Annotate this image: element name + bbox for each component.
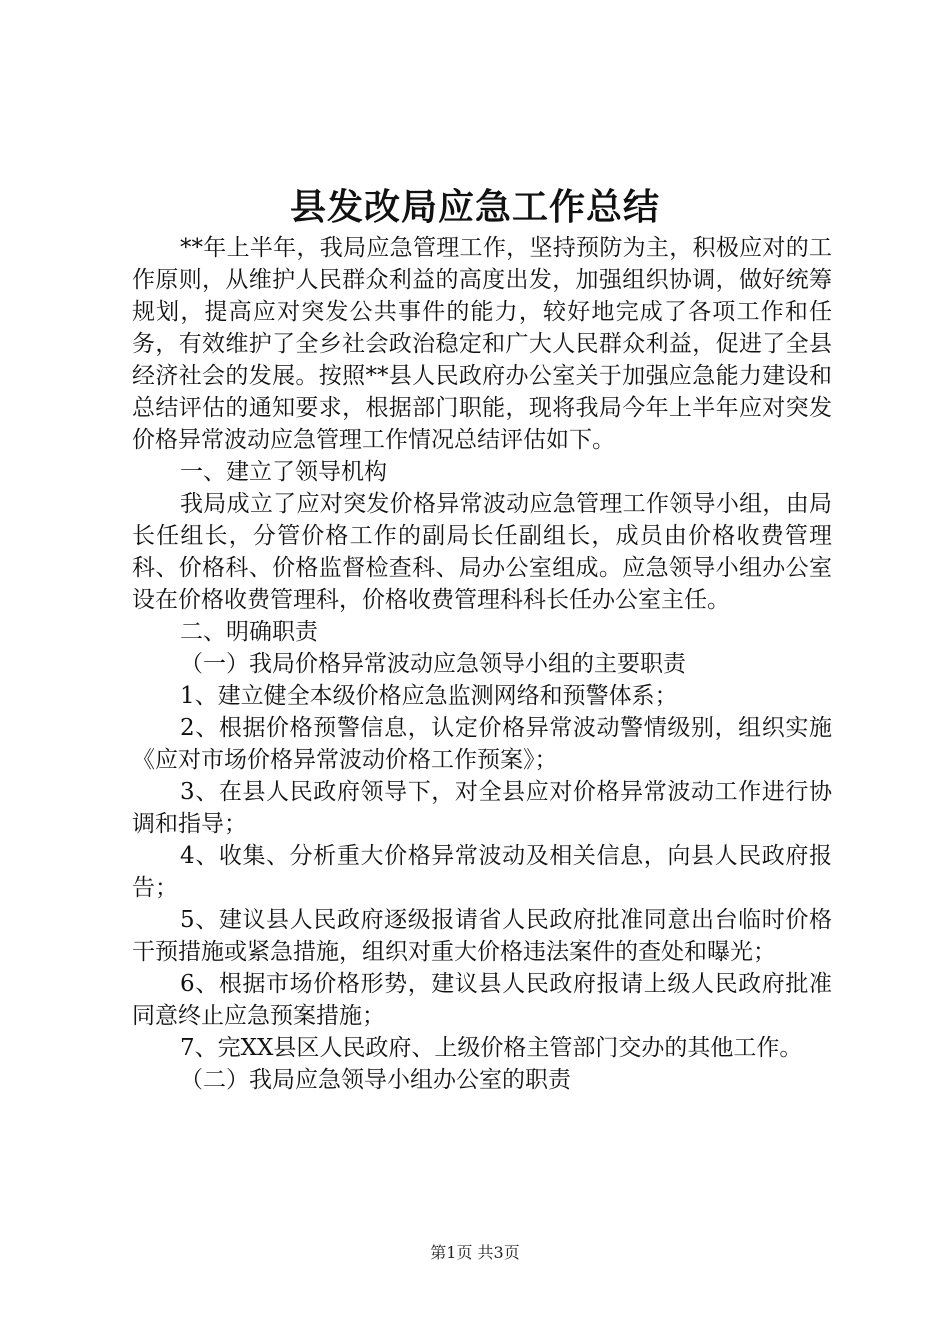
- duty-item-4: 4、收集、分析重大价格异常波动及相关信息，向县人民政府报告；: [132, 843, 832, 901]
- page-number-footer: 第1页 共3页: [430, 1243, 520, 1262]
- subsection-heading-2: （二）我局应急领导小组办公室的职责: [180, 1067, 571, 1093]
- duty-item-1: 1、建立健全本级价格应急监测网络和预警体系；: [180, 683, 678, 709]
- duty-item-5: 5、建议县人民政府逐级报请省人民政府批准同意出台临时价格干预措施或紧急措施，组织对重大价格违法案件的查处和曝光；: [132, 907, 832, 965]
- duty-item-2: 2、根据价格预警信息，认定价格异常波动警情级别，组织实施《应对市场价格异常波动价格工作预案》；: [132, 715, 832, 773]
- section-heading-1: 一、建立了领导机构: [180, 459, 387, 485]
- intro-paragraph: **年上半年，我局应急管理工作，坚持预防为主，积极应对的工作原则，从维护人民群众利益的高度出发，加强组织协调，做好统筹规划，提高应对突发公共事件的能力，较好地完成了各项工作和任务，有效维护了全乡社会政治稳定和广大人民群众利益，促进了全县经济社会的发展。按照**县人民政府办公室关于加强应急能力建设和总结评估的通知要求，根据部门职能，现将我局今年上半年应对突发价格异常波动应急管理工作情况总结评估如下。: [132, 235, 832, 453]
- duty-item-3: 3、在县人民政府领导下，对全县应对价格异常波动工作进行协调和指导；: [132, 779, 832, 837]
- section-1-paragraph: 我局成立了应对突发价格异常波动应急管理工作领导小组，由局长任组长，分管价格工作的副局长任副组长，成员由价格收费管理科、价格科、价格监督检查科、局办公室组成。应急领导小组办公室设在价格收费管理科，价格收费管理科科长任办公室主任。: [132, 491, 832, 613]
- document-body: [132, 232, 832, 1096]
- section-heading-2: 二、明确职责: [180, 619, 318, 645]
- subsection-heading-1: （一）我局价格异常波动应急领导小组的主要职责: [180, 651, 686, 677]
- duty-item-6: 6、根据市场价格形势，建议县人民政府报请上级人民政府批准同意终止应急预案措施；: [132, 971, 832, 1029]
- duty-item-7: 7、完XX县区人民政府、上级价格主管部门交办的其他工作。: [180, 1035, 803, 1061]
- document-title: 县发改局应急工作总结: [289, 187, 660, 228]
